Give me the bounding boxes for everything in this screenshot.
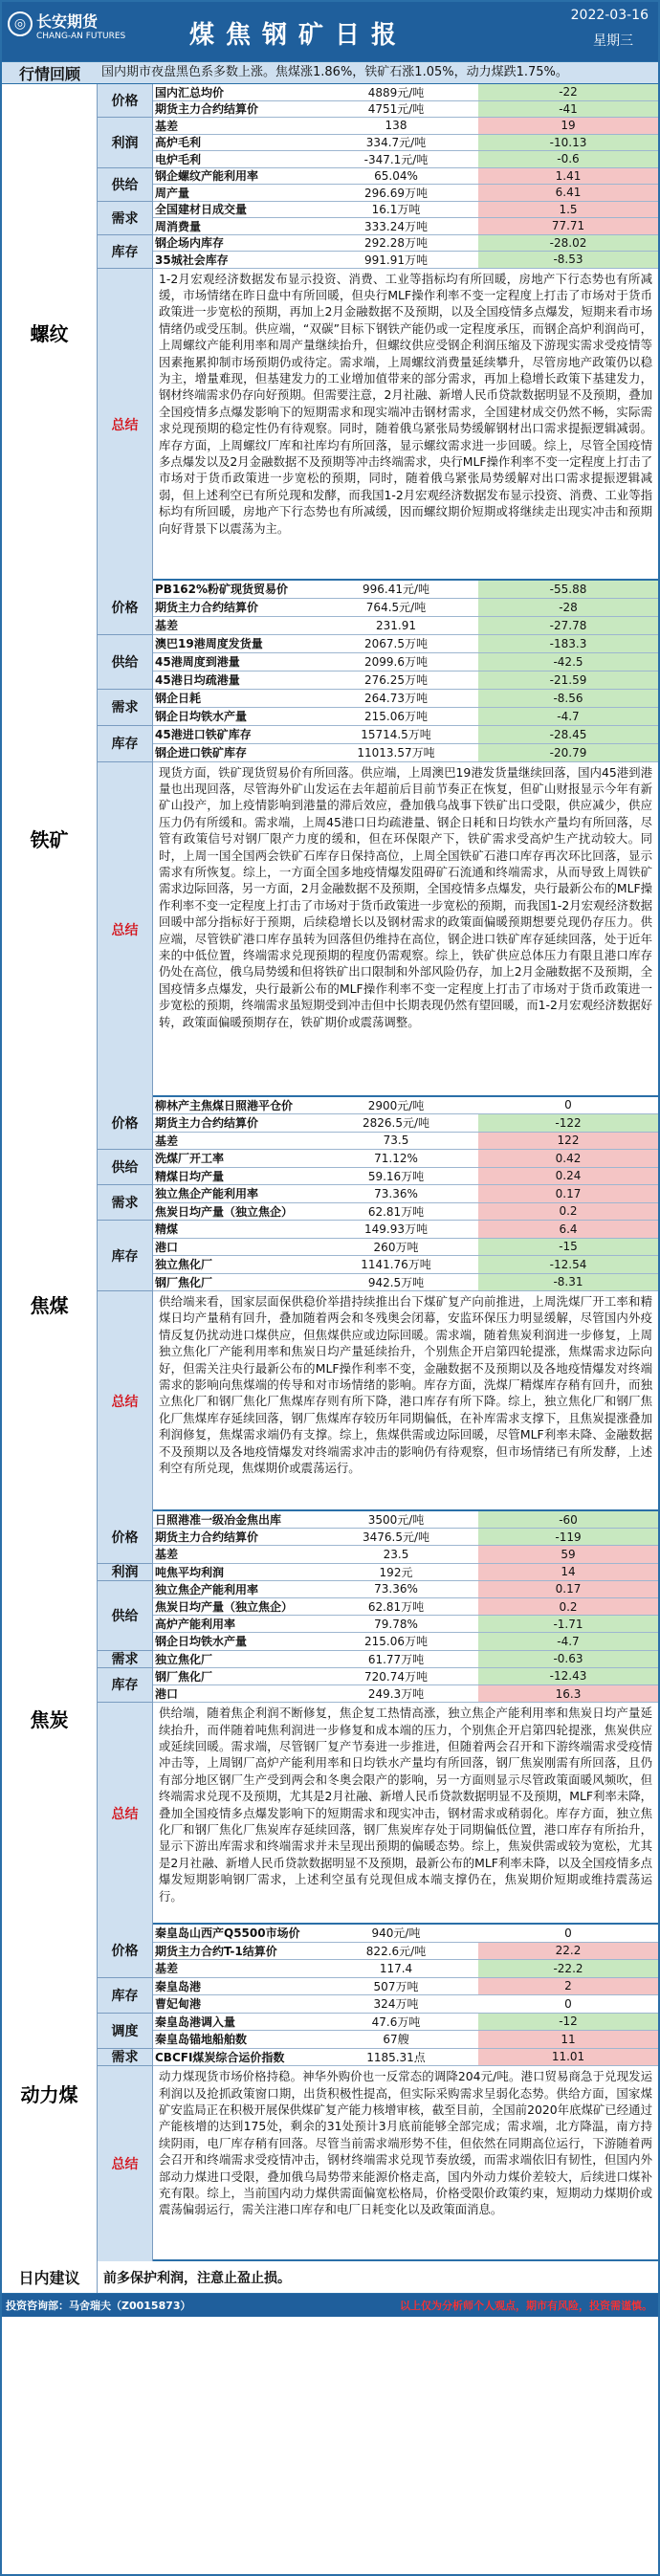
metric-change: -119 xyxy=(478,1529,658,1545)
intraday-advice xyxy=(2,2261,658,2294)
data-row xyxy=(153,599,658,617)
metric-name: 独立焦化厂 xyxy=(155,1258,213,1272)
data-row xyxy=(153,1564,658,1581)
metric-name: 基差 xyxy=(155,1134,179,1148)
metric-name: 高炉毛利 xyxy=(155,136,202,150)
metric-value: 1141.76万吨 xyxy=(361,1258,431,1272)
data-row xyxy=(153,1960,658,1978)
metric-name: 钢企场内库存 xyxy=(155,236,225,251)
metric-value: 73.5 xyxy=(383,1134,409,1148)
group-label: 利润 xyxy=(98,1564,153,1581)
data-row xyxy=(153,1133,658,1151)
metric-name: 45港进口铁矿库存 xyxy=(155,728,252,741)
metric-value: 2826.5元/吨 xyxy=(362,1116,430,1131)
group-label: 需求 xyxy=(98,202,153,235)
metric-name: 钢厂焦化厂 xyxy=(155,1669,213,1684)
data-row xyxy=(153,2031,658,2049)
metric-change: -28.45 xyxy=(478,726,658,743)
group-label: 价格 xyxy=(98,1925,153,1978)
section-label: 螺纹 xyxy=(2,84,98,581)
metric-name: 独立焦企产能利用率 xyxy=(155,1187,259,1201)
metric-name: 35城社会库存 xyxy=(155,253,229,267)
metric-value: 215.06万吨 xyxy=(364,1635,428,1649)
metric-change: -42.5 xyxy=(478,653,658,671)
metric-value: 276.25万吨 xyxy=(364,673,428,687)
data-row xyxy=(153,135,658,152)
data-row xyxy=(153,151,658,168)
metric-change: -0.63 xyxy=(478,1651,658,1667)
logo-en: CHANG-AN FUTURES xyxy=(36,32,126,41)
metric-change: -20.79 xyxy=(478,744,658,761)
metric-value: 4751元/吨 xyxy=(367,102,425,117)
group-label: 库存 xyxy=(98,235,153,269)
metric-change: 11 xyxy=(478,2031,658,2048)
metric-change: -27.78 xyxy=(478,617,658,634)
data-row xyxy=(153,1185,658,1203)
metric-name: 吨焦平均利润 xyxy=(155,1565,225,1579)
metric-change: -10.13 xyxy=(478,135,658,151)
data-row xyxy=(153,2014,658,2032)
advice-label: 日内建议 xyxy=(2,2261,98,2293)
metric-change: -8.56 xyxy=(478,690,658,707)
metric-change: 0.2 xyxy=(478,1598,658,1615)
data-row xyxy=(153,1978,658,1996)
metric-name: 港口 xyxy=(155,1240,179,1254)
metric-value: 260万吨 xyxy=(373,1240,419,1254)
metric-name: 钢企日均铁水产量 xyxy=(155,710,248,723)
data-row xyxy=(153,1114,658,1133)
metric-change: -8.53 xyxy=(478,252,658,268)
metric-name: 期货主力合约结算价 xyxy=(155,1530,259,1545)
group-label: 供给 xyxy=(98,168,153,202)
metric-value: 720.74万吨 xyxy=(364,1669,428,1684)
data-row xyxy=(153,185,658,202)
group-label: 需求 xyxy=(98,1651,153,1668)
metric-change: -22.2 xyxy=(478,1960,658,1977)
metric-name: 45港周度到港量 xyxy=(155,655,240,669)
metric-name: 焦炭日均产量（独立焦企） xyxy=(155,1204,294,1219)
metric-value: 23.5 xyxy=(383,1547,409,1561)
data-row xyxy=(153,218,658,235)
metric-name: 国内汇总均价 xyxy=(155,85,225,99)
metric-change: -41 xyxy=(478,101,658,118)
metric-name: 精煤 xyxy=(155,1222,179,1237)
metric-name: 高炉产能利用率 xyxy=(155,1618,236,1632)
metric-name: 钢企日耗 xyxy=(155,692,202,705)
metric-value: 138 xyxy=(385,119,407,133)
section-2 xyxy=(2,1097,658,1512)
section-1 xyxy=(2,581,658,1097)
summary-label: 总结 xyxy=(98,269,153,581)
metric-change: 19 xyxy=(478,118,658,134)
metric-change: -183.3 xyxy=(478,635,658,652)
metric-change: 11.01 xyxy=(478,2049,658,2066)
metric-value: 296.69万吨 xyxy=(364,186,428,200)
metric-change: -0.6 xyxy=(478,151,658,167)
summary-label: 总结 xyxy=(98,1291,153,1511)
metric-value: 822.6元/吨 xyxy=(365,1944,427,1958)
metric-value: 507万吨 xyxy=(373,1979,419,1993)
metric-value: 62.81万吨 xyxy=(367,1600,425,1615)
metric-name: 期货主力合约结算价 xyxy=(155,1116,259,1131)
metric-change: 1.5 xyxy=(478,202,658,218)
metric-name: 秦皇岛锚地船舶数 xyxy=(155,2033,248,2047)
group-label: 价格 xyxy=(98,581,153,635)
group-label: 价格 xyxy=(98,1097,153,1151)
metric-name: 洗煤厂开工率 xyxy=(155,1152,225,1166)
metric-name: 秦皇岛港 xyxy=(155,1979,202,1993)
metric-name: 钢厂焦化厂 xyxy=(155,1275,213,1289)
data-row xyxy=(153,744,658,762)
metric-change: 0.17 xyxy=(478,1185,658,1202)
data-row xyxy=(153,653,658,672)
metric-name: 电炉毛利 xyxy=(155,152,202,166)
metric-change: 0.2 xyxy=(478,1203,658,1221)
section-label: 焦煤 xyxy=(2,1097,98,1512)
summary-text: 供给端来看，国家层面保供稳价举措持续推出台下煤矿复产向前推进，上周洗煤厂开工率和精煤日均产量稍有回升，叠加随着两会和冬残奥会闭幕，安监环保压力明显缓解，尽管国内外疫情反复仍扰动进口煤供应，但焦煤供应或边际回暖。需求端，随着焦炭利润进一步修复，上周独立焦化厂产能利用率和焦炭日均产量延续抬升，个别焦企开启第四轮提涨，焦煤需求边际向好，但需关注央行最新公布的MLF操作利率不变，金融数据不及预期以及各地疫情爆发对终端需求的影响向焦煤端的传导和对市场情绪的影响。库存方面，洗煤厂精煤库存稍有回升，而独立焦化厂和钢厂焦化厂焦煤库存则有所下降，港口库存有所下降。综上，独立焦化厂和钢厂焦化厂焦煤库存延续回落，钢厂焦煤库存较历年同期偏低，在补库需求支撑下，且焦炭提涨叠加利润修复，焦煤需求端仍有支撑。综上，焦煤供需或边际回暖，尽管MLF利率未降、金融数据不及预期以及各地疫情爆发对终端需求冲击的影响仍有待观察，但市场情绪已有所发酵，上述利空有所兑现，焦煤期价或震荡运行。 xyxy=(159,1294,652,1476)
metric-value: 942.5万吨 xyxy=(367,1275,425,1289)
metric-name: 期货主力合约T-1结算价 xyxy=(155,1944,277,1958)
metric-value: 996.41元/吨 xyxy=(362,583,430,596)
metric-value: 73.36% xyxy=(374,1582,418,1596)
report-date: 2022-03-16 xyxy=(570,8,649,23)
group-label: 调度 xyxy=(98,2014,153,2049)
metric-name: 钢企进口铁矿库存 xyxy=(155,746,248,760)
metric-value: 2067.5万吨 xyxy=(364,637,428,650)
data-row xyxy=(153,1239,658,1257)
data-row xyxy=(153,1668,658,1685)
metric-name: 基差 xyxy=(155,619,179,632)
metric-change: -28.02 xyxy=(478,235,658,252)
summary-text: 现货方面，铁矿现货贸易价有所回落。供应端，上周澳巴19港发货量继续回落，国内45港到港量也出现回落，尽管海外矿山发运在去年超前后目前节奏正在恢复，但矿山财报显示今年有新矿山投产，加上疫情影响到港量的滞后效应，叠加俄乌战事下铁矿出口受限，供应减少，供应压力仍有所缓和。需求端，上周45港口日均疏港量、钢企日耗和日均铁水产量均有所回落，尽管有政策信号对钢厂限产力度的缓和，但在环保限产下，铁矿需求受高炉生产扰动较大。同时，上周一国全国两会铁矿石库存日保持高位，上周全国铁矿石港口库存再次环比回落，显示需求有所恢复。综上，一方面全国多地疫情爆发阻碍矿石流通和终端需求，从而导致上周铁矿需求边际回落，另一方面，2月金融数据不及预期，全国疫情多点爆发，央行最新公布的MLF操作利率不变一定程度上打击了市场对于货币政策进一步宽松的预期，而我国1-2月宏观经济数据回暖中部分指标好于预期，后续稳增长以及钢材需求的政策面偏暖预期想要兑现仍存压力。供应端，尽管铁矿港口库存虽转为回落但仍维持在高位，钢企进口铁矿库存延续回落，处于近年来的中低位置，终端需求兑现预期的程度仍需观察。综上，铁矿供应总体压力有限且港口库存仍处在高位，俄乌局势缓和但将铁矿出口限制和外部风险仍存，加上2月金融数据不及预期，全国疫情多点爆发，央行最新公布的MLF操作利率不变一定程度上打击了市场对于货币政策进一步宽松的预期，终端需求虽短期受到冲击但中长期表现仍然有望回暖，而1-2月宏观经济数据好转，政策面偏暖预期存在，铁矿期价或震荡调整。 xyxy=(159,764,652,1029)
group-label: 供给 xyxy=(98,1150,153,1185)
data-row xyxy=(153,581,658,599)
metric-change: -12.43 xyxy=(478,1668,658,1684)
group-label: 需求 xyxy=(98,1185,153,1221)
metric-value: 47.6万吨 xyxy=(371,2015,421,2029)
metric-name: 期货主力合约结算价 xyxy=(155,102,259,117)
metric-value: 79.78% xyxy=(374,1617,418,1631)
metric-name: PB162%粉矿现货贸易价 xyxy=(155,583,289,596)
metric-value: 59.16万吨 xyxy=(367,1169,425,1183)
metric-value: 67艘 xyxy=(383,2033,409,2047)
metric-value: 65.04% xyxy=(374,168,418,183)
metric-name: 期货主力合约结算价 xyxy=(155,601,259,614)
metric-name: 独立焦企产能利用率 xyxy=(155,1582,259,1596)
metric-value: 292.28万吨 xyxy=(364,236,428,251)
metric-value: 3500元/吨 xyxy=(367,1513,425,1528)
data-row xyxy=(153,726,658,744)
metric-change: -12.54 xyxy=(478,1256,658,1273)
metric-value: 324万吨 xyxy=(373,1997,419,2012)
data-row xyxy=(153,202,658,219)
section-label: 铁矿 xyxy=(2,581,98,1097)
metric-change: -1.71 xyxy=(478,1616,658,1632)
group-label: 利润 xyxy=(98,118,153,168)
data-row xyxy=(153,1598,658,1616)
data-row xyxy=(153,690,658,708)
metric-value: 61.77万吨 xyxy=(367,1652,425,1666)
metric-name: 独立焦化厂 xyxy=(155,1652,213,1666)
metric-change: 0.24 xyxy=(478,1168,658,1185)
metric-value: 4889元/吨 xyxy=(367,85,425,99)
report-title: 煤焦钢矿日报 xyxy=(189,21,408,50)
metric-value: 15714.5万吨 xyxy=(361,728,431,741)
data-row xyxy=(153,1943,658,1961)
summary-label: 总结 xyxy=(98,2066,153,2261)
report-footer xyxy=(2,2294,658,2317)
metric-value: 2900元/吨 xyxy=(367,1098,425,1112)
metric-value: 764.5元/吨 xyxy=(365,601,427,614)
data-row xyxy=(153,235,658,253)
metric-change: 0 xyxy=(564,1996,572,2011)
section-4 xyxy=(2,1925,658,2261)
section-0 xyxy=(2,84,658,581)
metric-change: 16.3 xyxy=(478,1685,658,1702)
data-row xyxy=(153,1685,658,1703)
metric-value: 11013.57万吨 xyxy=(357,746,435,760)
report-header xyxy=(2,2,658,61)
metric-name: 精煤日均产量 xyxy=(155,1169,225,1183)
data-row xyxy=(153,118,658,135)
data-row xyxy=(153,2049,658,2067)
group-label: 库存 xyxy=(98,1668,153,1703)
logo-cn: 长安期货 xyxy=(36,12,99,31)
data-row xyxy=(153,1511,658,1529)
group-label: 库存 xyxy=(98,1221,153,1291)
metric-value: 71.12% xyxy=(374,1151,418,1165)
data-row xyxy=(153,1274,658,1292)
metric-name: 澳巴19港周度发货量 xyxy=(155,637,263,650)
metric-value: 215.06万吨 xyxy=(364,710,428,723)
data-row xyxy=(153,1097,658,1115)
metric-value: 1185.31点 xyxy=(366,2050,426,2064)
metric-change: -122 xyxy=(478,1114,658,1132)
metric-name: 周产量 xyxy=(155,186,190,200)
metric-value: 16.1万吨 xyxy=(371,203,421,217)
market-review-label: 行情回顾 xyxy=(2,62,98,83)
group-label: 库存 xyxy=(98,1978,153,2014)
metric-change: 14 xyxy=(478,1564,658,1580)
market-review xyxy=(2,61,658,84)
metric-change: -60 xyxy=(478,1511,658,1528)
metric-change: 77.71 xyxy=(478,218,658,234)
group-label: 库存 xyxy=(98,726,153,762)
metric-name: 周消费量 xyxy=(155,219,202,233)
metric-change: -8.31 xyxy=(478,1274,658,1291)
summary-text: 动力煤现货市场价格持稳。神华外购价也一反常态的调降204元/吨。港口贸易商急于兑现发运利润以及抢抓政策窗口期，出货积极性提高，但实际采购需求呈弱化态势。供给方面，国家煤矿安监局正在积极开展保供煤矿复产能力核增审核，截至目前，全国前2020年底煤矿已经通过产能核增的达到175处，剩余的31处预计3月底前能够全部完成；需求端，北方降温，南方持续阴雨，电厂库存稍有回落。尽管当前需求端形势不佳，但依然在同期高位运行，下游随着两会召开和终端需求受疫情冲击，钢材终端需求兑现节奏放缓，而需求端依旧有韧性，但国内外部动力煤进口受限，叠加俄乌局势带来能源价格走高，国内外动力煤价差较大，后续进口煤补充有限。综上，当前国内动力煤供需面偏宽松格局，价格受限价政策约束，短期动力煤期价或震荡偏弱运行，需关注港口库存和电厂日耗变化以及政策面消息。 xyxy=(159,2069,652,2217)
metric-name: 基差 xyxy=(155,1548,179,1562)
logo-mark-icon: ◎ xyxy=(8,11,33,36)
data-row xyxy=(153,1616,658,1633)
metric-name: 秦皇岛山西产Q5500市场价 xyxy=(155,1926,300,1941)
metric-value: -347.1元/吨 xyxy=(363,152,429,166)
metric-value: 231.91 xyxy=(376,618,416,632)
data-row xyxy=(153,635,658,653)
metric-change: 2 xyxy=(478,1978,658,1995)
group-label: 价格 xyxy=(98,84,153,118)
metric-change: -15 xyxy=(478,1239,658,1256)
summary-label: 总结 xyxy=(98,762,153,1097)
data-row xyxy=(153,1546,658,1563)
metric-value: 3476.5元/吨 xyxy=(362,1530,430,1545)
section-3 xyxy=(2,1511,658,1925)
data-row xyxy=(153,1256,658,1274)
metric-value: 333.24万吨 xyxy=(364,219,428,233)
sections-container xyxy=(2,84,658,2261)
metric-change: 1.41 xyxy=(478,168,658,185)
group-label: 供给 xyxy=(98,1581,153,1651)
metric-change: -4.7 xyxy=(478,1633,658,1649)
summary-text: 1-2月宏观经济数据发布显示投资、消费、工业等指标均有所回暖，房地产下行态势也有所减缓，市场情绪在昨日盘中有所回暖，但央行MLF操作利率不变一定程度上打击了市场对于货币政策进一步宽松的预期，再加上2月金融数据不及预期，以及全国疫情多点爆发，短期来看市场情绪仍或受压制。供应端，“双碳”目标下钢铁产能仍或一定程度承压，而钢企高炉利润尚可，上周螺纹产能利用率和周产量继续抬升，但螺纹供应受钢企利润压缩及下游现实需求受疫情等因素拖累抑制市场预期仍或待定。需求端，上周螺纹消费量延续攀升，尽管房地产政策仍以稳为主，增量难现，但基建发力的工业增加值带来的部分需求，再加上稳增长政策下基建发力，钢材终端需求仍存向好预期。但需要注意，2月社融、新增人民币贷款数据明显不及预期，叠加全国疫情多点爆发影响下的短期需求和现实端冲击钢材需求，全国建材成交仍然不畅，实际需求兑现预期的稳定性仍有待观察。同时，随着俄乌紧张局势缓解钢材出口需求提振逻辑减弱。库存方面，上周螺纹厂库和社库均有所回落，显示螺纹需求进一步回暖。综上，尽管全国疫情多点爆发以及2月金融数据不及预期等冲击终端需求，央行MLF操作利率不变一定程度上打击了市场对于货币政策进一步宽松的预期，同时，随着俄乌紧张局势缓解对出口需求提振逻辑减弱，但上述利空已有所兑现和发酵，而我国1-2月宏观经济数据发布显示投资、消费、工业等指标均有所回暖，房地产下行态势也有所减缓，因而螺纹期价短期或将继续走出现实冲击和预期向好背景下以震荡为主。 xyxy=(159,271,652,536)
data-row xyxy=(153,1221,658,1239)
metric-value: 334.7元/吨 xyxy=(365,136,427,150)
metric-change: -12 xyxy=(478,2014,658,2031)
metric-change: -55.88 xyxy=(478,581,658,598)
group-label: 需求 xyxy=(98,2049,153,2067)
metric-name: 港口 xyxy=(155,1687,179,1702)
footer-disclaimer: 以上仅为分析师个人观点，期市有风险，投资需谨慎。 xyxy=(400,2300,652,2313)
data-row xyxy=(153,617,658,635)
data-row xyxy=(153,1529,658,1546)
metric-change: 0 xyxy=(564,1098,572,1112)
metric-change: -21.59 xyxy=(478,672,658,689)
metric-change: 0 xyxy=(564,1926,572,1940)
metric-name: 焦炭日均产量（独立焦企） xyxy=(155,1600,294,1615)
metric-change: 0.42 xyxy=(478,1150,658,1167)
metric-name: 基差 xyxy=(155,1962,179,1976)
metric-name: 钢企螺纹产能利用率 xyxy=(155,169,259,184)
data-row xyxy=(153,1651,658,1668)
data-row xyxy=(153,101,658,119)
report-weekday: 星期三 xyxy=(593,33,633,49)
metric-name: 钢企日均铁水产量 xyxy=(155,1635,248,1649)
metric-name: 柳林产主焦煤日照港平仓价 xyxy=(155,1098,294,1112)
data-row xyxy=(153,672,658,690)
metric-value: 264.73万吨 xyxy=(364,692,428,705)
metric-name: 基差 xyxy=(155,119,179,133)
data-row xyxy=(153,1925,658,1943)
metric-change: 122 xyxy=(478,1133,658,1150)
metric-change: 59 xyxy=(478,1546,658,1562)
data-row xyxy=(153,708,658,726)
metric-name: 45港日均疏港量 xyxy=(155,673,240,687)
metric-name: 日照港准一级冶金焦出库 xyxy=(155,1513,282,1528)
metric-name: 秦皇岛港调入量 xyxy=(155,2015,236,2029)
metric-value: 991.91万吨 xyxy=(364,253,428,267)
data-row xyxy=(153,1995,658,2014)
metric-name: 曹妃甸港 xyxy=(155,1997,202,2012)
metric-value: 62.81万吨 xyxy=(367,1204,425,1219)
data-row xyxy=(153,84,658,101)
metric-name: CBCFI煤炭综合运价指数 xyxy=(155,2050,285,2064)
data-row xyxy=(153,1633,658,1650)
market-review-text: 国内期市夜盘黑色系多数上涨。焦煤涨1.86%，铁矿石涨1.05%，动力煤跌1.75%。 xyxy=(98,62,658,83)
section-label: 焦炭 xyxy=(2,1511,98,1925)
metric-name: 全国建材日成交量 xyxy=(155,203,248,217)
metric-value: 149.93万吨 xyxy=(364,1222,428,1237)
metric-change: 0.17 xyxy=(478,1581,658,1597)
advice-text: 前多保护利润，注意止盈止损。 xyxy=(103,2270,291,2286)
metric-change: -28 xyxy=(478,599,658,616)
data-row xyxy=(153,1203,658,1222)
data-row xyxy=(153,252,658,269)
metric-change: 6.41 xyxy=(478,185,658,201)
group-label: 价格 xyxy=(98,1511,153,1564)
data-row xyxy=(153,1581,658,1598)
group-label: 供给 xyxy=(98,635,153,690)
metric-value: 2099.6万吨 xyxy=(364,655,428,669)
metric-value: 117.4 xyxy=(379,1961,413,1975)
metric-change: -22 xyxy=(478,84,658,100)
section-label: 动力煤 xyxy=(2,1925,98,2261)
metric-change: -4.7 xyxy=(478,708,658,725)
metric-value: 73.36% xyxy=(374,1186,418,1200)
metric-change: 22.2 xyxy=(478,1943,658,1960)
metric-value: 192元 xyxy=(379,1565,413,1579)
data-row xyxy=(153,1168,658,1186)
data-row xyxy=(153,168,658,186)
summary-label: 总结 xyxy=(98,1703,153,1925)
footer-contact: 投资咨询部：马舍瑞夫（Z0015873） xyxy=(6,2300,191,2313)
company-logo xyxy=(8,8,126,54)
group-label: 需求 xyxy=(98,690,153,726)
data-row xyxy=(153,1150,658,1168)
metric-change: 6.4 xyxy=(478,1221,658,1238)
summary-text: 供给端，随着焦企利润不断修复，焦企复工热情高涨，独立焦企产能利用率和焦炭日均产量延续抬升，而伴随着吨焦利润进一步修复和成本端的压力，个别焦企开启第四轮提涨，焦炭供应或延续回暖。需求端，尽管钢厂复产节奏进一步推进，但随着两会召开和下游终端需求受疫情冲击等，上周钢厂高炉产能利用率和日均铁水产量均有所回落，钢厂焦炭刚需有所回落，且仍有部分地区钢厂生产受到两会和冬奥会限产的影响，另一方面则显示尽管政策面暖风频吹，但终端需求兑现不及预期，尤其是2月社融、新增人民币贷款数据明显不及预期，MLF利率未降，叠加全国疫情多点爆发影响下的短期需求和现实冲击，钢材需求或稍弱化。库存方面，独立焦化厂和钢厂焦化厂焦炭库存延续回落，钢厂焦炭库存处于同期偏低位置，港口库存有所抬升，显示下游出库需求和终端需求并未呈现出预期的偏暖态势。综上，焦炭供需或较为宽松，尤其是2月社融、新增人民币贷款数据明显不及预期，最新公布的MLF利率未降，以及全国疫情多点爆发短期影响钢厂需求，上述利空虽有兑现但成本端支撑仍在，焦炭期价短期或维持震荡运行。 xyxy=(159,1706,652,1904)
metric-value: 249.3万吨 xyxy=(367,1687,425,1702)
metric-value: 940元/吨 xyxy=(371,1926,421,1941)
